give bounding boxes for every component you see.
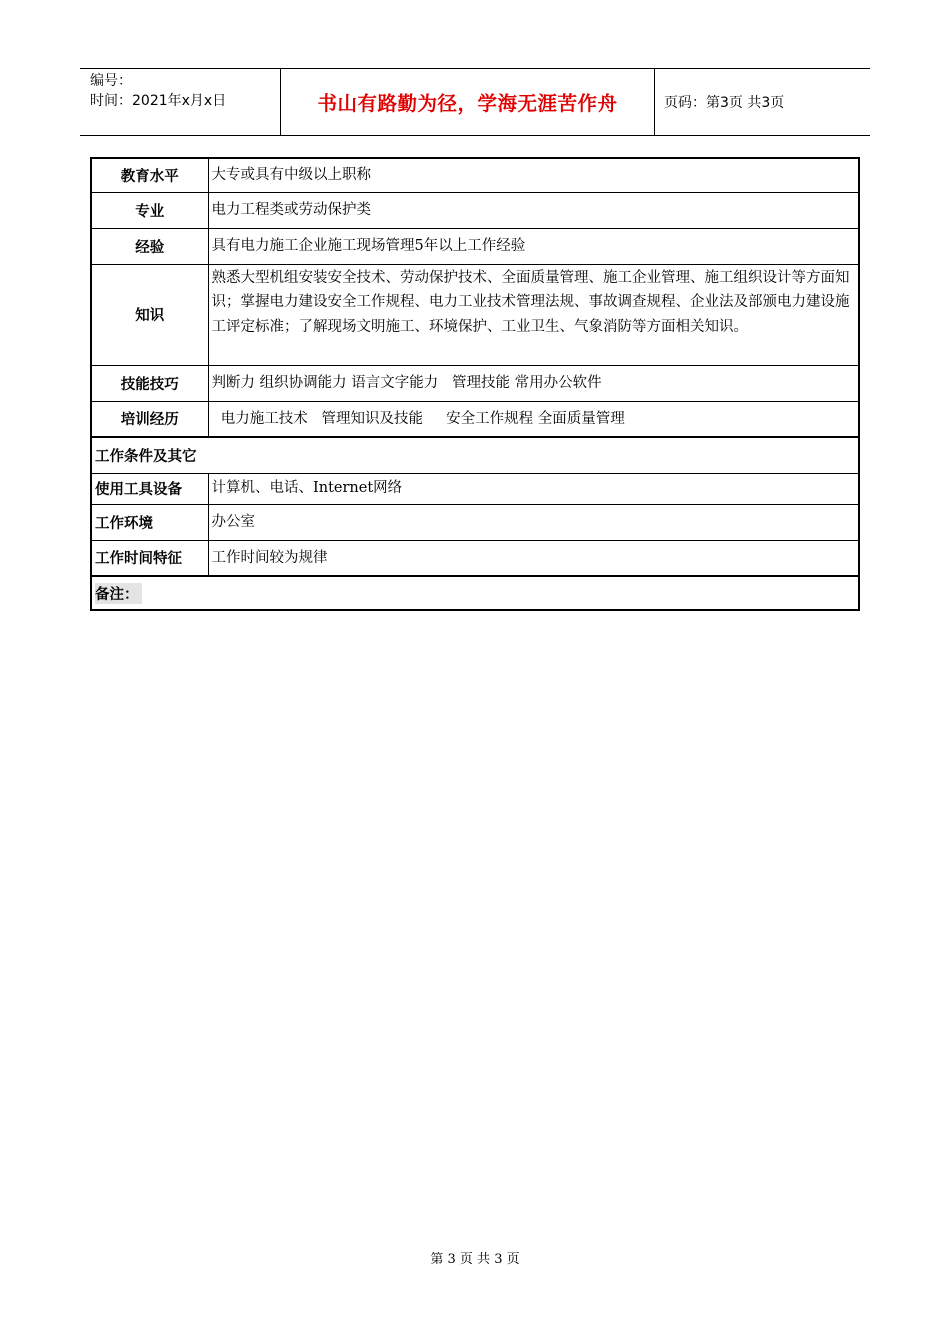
document-time-label: 时间：2021年x月x日: [90, 93, 227, 109]
value-environment: 办公室: [208, 504, 859, 540]
table-row-environment: [91, 504, 859, 540]
label-knowledge: 知识: [91, 264, 208, 365]
job-spec-table: [90, 157, 860, 611]
value-major: 电力工程类或劳动保护类: [208, 192, 859, 228]
table-row-knowledge: [91, 264, 859, 365]
label-tools: 使用工具设备: [91, 473, 208, 504]
value-skills: 判断力 组织协调能力 语言文字能力 管理技能 常用办公软件: [208, 365, 859, 401]
value-experience: 具有电力施工企业施工现场管理5年以上工作经验: [208, 228, 859, 264]
value-training: 电力施工技术 管理知识及技能 安全工作规程 全面质量管理: [208, 401, 859, 437]
header-motto: 书山有路勤为径，学海无涯苦作舟: [317, 92, 618, 115]
header-page-cell: [655, 69, 870, 135]
remarks-cell: [91, 576, 859, 610]
table-row-experience: [91, 228, 859, 264]
label-work-time: 工作时间特征: [91, 540, 208, 576]
page-footer: 第 3 页 共 3 页: [430, 1252, 520, 1267]
label-experience: 经验: [91, 228, 208, 264]
section-title-conditions: 工作条件及其它: [91, 437, 859, 473]
label-skills: 技能技巧: [91, 365, 208, 401]
table-row-education: [91, 158, 859, 192]
table-row-training: [91, 401, 859, 437]
value-knowledge: 熟悉大型机组安装安全技术、劳动保护技术、全面质量管理、施工企业管理、施工组织设计等方面知识；掌握电力建设安全工作规程、电力工业技术管理法规、事故调查规程、企业法及部颁电力建设施工评定标准；了解现场文明施工、环境保护、工业卫生、气象消防等方面相关知识。: [208, 264, 859, 365]
value-education: 大专或具有中级以上职称: [208, 158, 859, 192]
header-motto-cell: [281, 69, 655, 135]
table-row-section-conditions: [91, 437, 859, 473]
table-row-skills: [91, 365, 859, 401]
label-training: 培训经历: [91, 401, 208, 437]
header-page-label: 页码：第3页 共3页: [664, 95, 785, 111]
value-work-time: 工作时间较为规律: [208, 540, 859, 576]
table-row-tools: [91, 473, 859, 504]
table-row-major: [91, 192, 859, 228]
label-environment: 工作环境: [91, 504, 208, 540]
label-education: 教育水平: [91, 158, 208, 192]
table-row-remarks: [91, 576, 859, 610]
value-tools: 计算机、电话、Internet网络: [208, 473, 859, 504]
table-row-work-time: [91, 540, 859, 576]
header-left-cell: [80, 69, 281, 135]
label-major: 专业: [91, 192, 208, 228]
remarks-label: 备注：: [95, 583, 142, 604]
document-header: [80, 68, 870, 136]
document-number-label: 编号：: [90, 73, 132, 89]
